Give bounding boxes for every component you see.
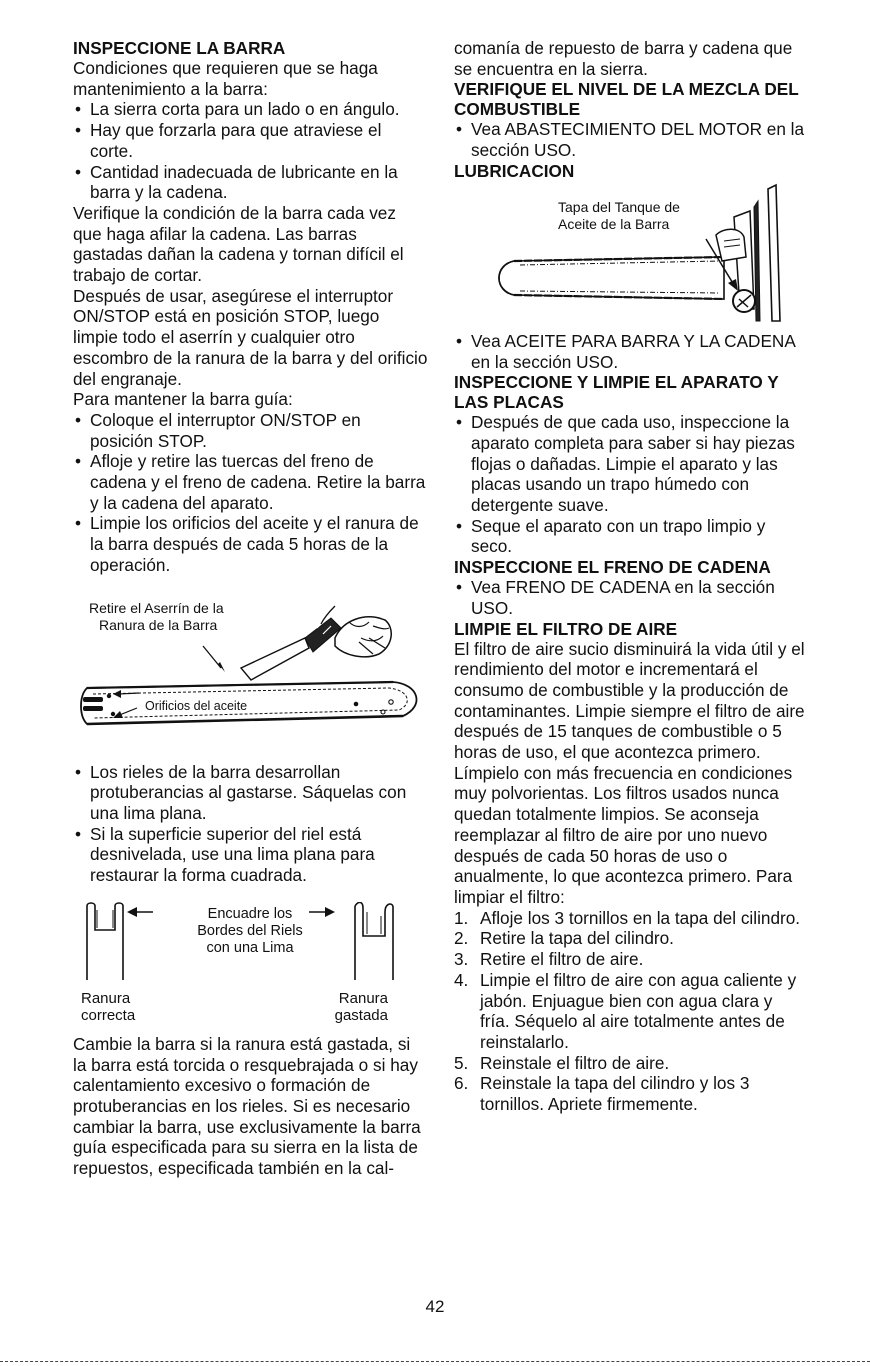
- list-item: • Cantidad inadecuada de lubricante en la barra y la cadena.: [73, 162, 428, 203]
- left-column: [73, 38, 428, 1179]
- after-use-paragraph: Después de usar, asegúrese el interruptor ON/STOP está en posición STOP, luego limpie todo el aserrín y cualquier otro escombro de la ranura de la barra y del orificio del engranaje.: [73, 285, 428, 389]
- chain-brake-heading: INSPECCIONE EL FRENO DE CADENA: [454, 557, 771, 578]
- list-item: • Seque el aparato con un trapo limpio y seco.: [454, 516, 806, 557]
- lube-list: [454, 331, 806, 372]
- page-bottom-rule: [0, 1361, 870, 1362]
- inspect-bar-heading: INSPECCIONE LA BARRA: [73, 38, 286, 58]
- air-filter-heading: LIMPIE EL FILTRO DE AIRE: [454, 618, 678, 639]
- list-item: 5. Reinstale el filtro de aire.: [454, 1052, 670, 1073]
- list-item: • Después de que cada uso, inspeccione la aparato completa para saber si hay piezas flojas o dañadas. Limpie el aparato y las placas usando un trapo húmedo con detergente suave.: [454, 412, 806, 516]
- list-item: • Los rieles de la barra desarrollan protuberancias al gastarse. Sáquelas con una lima plana.: [73, 762, 428, 824]
- brake-list: [454, 577, 806, 618]
- oil-cap-figure: [454, 181, 806, 331]
- air-filter-paragraph: El filtro de aire sucio disminuirá la vida útil y el rendimiento del motor e incrementará el consumo de combustible y la producción de contaminantes. Limpie siempre el filtro de aire después de 15 tanques de combustible o 5 horas de uso, el que acontezca primero. Límpielo con más frecuencia en condiciones muy polvorientas. Los filtros usados nunca quedan totalmente limpios. Se aconseja reemplazar al filtro de aire por uno nuevo después de cada 50 horas de uso o anualmente, lo que acontezca primero. Para limpiar el filtro:: [454, 638, 805, 907]
- oil-holes-label: Orificios del aceite: [145, 698, 248, 713]
- bar-intro: Condiciones que requieren que se haga mantenimiento a la barra:: [73, 58, 378, 99]
- worn-groove-label: Ranura gastada: [334, 989, 388, 1024]
- oil-cap-label: Tapa del Tanque de Aceite de la Barra: [558, 198, 680, 232]
- guide-intro: Para mantener la barra guía:: [73, 389, 293, 410]
- fuel-list: [454, 119, 806, 160]
- figure-label: Retire el Aserrín de la Ranura de la Barra: [89, 599, 224, 633]
- list-item: 6. Reinstale la tapa del cilindro y los 3 tornillos. Apriete firmemente.: [454, 1073, 750, 1115]
- guide-steps-list: [73, 410, 428, 576]
- clean-unit-heading: INSPECCIONE Y LIMPIE EL APARATO Y LAS PLACAS: [454, 372, 779, 413]
- rail-notes-list: [73, 762, 428, 886]
- correct-groove-label: Ranura correcta: [81, 989, 136, 1024]
- list-item: • La sierra corta para un lado o en ángulo.: [73, 99, 428, 120]
- list-item: 4. Limpie el filtro de aire con agua caliente y jabón. Enjuague bien con agua clara y fría. Séquelo al aire totalmente antes de reinstalarlo.: [454, 969, 797, 1052]
- bar-conditions-list: [73, 99, 428, 203]
- bar-check-paragraph: Verifique la condición de la barra cada vez que haga afilar la cadena. Las barras gastadas dañan la cadena y tornan difícil el trabajo de cortar.: [73, 202, 404, 286]
- continuation-text: comanía de repuesto de barra y cadena que se encuentra en la sierra.: [454, 38, 793, 79]
- fuel-level-heading: VERIFIQUE EL NIVEL DE LA MEZCLA DEL COMBUSTIBLE: [454, 79, 799, 120]
- list-item: • Si la superficie superior del riel está desnivelada, use una lima plana para restaurar la forma cuadrada.: [73, 824, 428, 886]
- list-item: • Coloque el interruptor ON/STOP en posición STOP.: [73, 410, 428, 451]
- list-item: • Vea ABASTECIMIENTO DEL MOTOR en la sección USO.: [454, 119, 806, 160]
- file-rails-label: Encuadre los Bordes del Riels con una Lima: [197, 905, 303, 956]
- replace-bar-paragraph: Cambie la barra si la ranura está gastada, si la barra está torcida o resquebrajada o si hay calentamiento excesivo o formación de protuberancias en los rieles. Si es necesario cambiar la barra, use exclusivamente la barra guía especificada para su sierra en la lista de repuestos, especificada también en la cal-: [73, 1033, 421, 1179]
- list-item: 3. Retire el filtro de aire.: [454, 949, 644, 970]
- list-item: 1. Afloje los 3 tornillos en la tapa del cilindro.: [454, 907, 801, 928]
- filter-steps-list: [454, 908, 806, 1115]
- right-column: [454, 38, 806, 1115]
- list-item: 2. Retire la tapa del cilindro.: [454, 928, 674, 949]
- list-item: • Limpie los orificios del aceite y el ranura de la barra después de cada 5 horas de la operación.: [73, 513, 428, 575]
- list-item: • Vea ACEITE PARA BARRA Y LA CADENA en la sección USO.: [454, 331, 806, 372]
- list-item: • Afloje y retire las tuercas del freno de cadena y el freno de cadena. Retire la barra y la cadena del aparato.: [73, 451, 428, 513]
- rail-groove-figure: [73, 902, 428, 1026]
- page-number: 42: [425, 1297, 445, 1316]
- clean-list: [454, 412, 806, 557]
- list-item: • Vea FRENO DE CADENA en la sección USO.: [454, 577, 806, 618]
- list-item: • Hay que forzarla para que atraviese el corte.: [73, 120, 428, 161]
- bar-groove-figure: [73, 598, 428, 778]
- lubrication-heading: LUBRICACION: [454, 160, 575, 181]
